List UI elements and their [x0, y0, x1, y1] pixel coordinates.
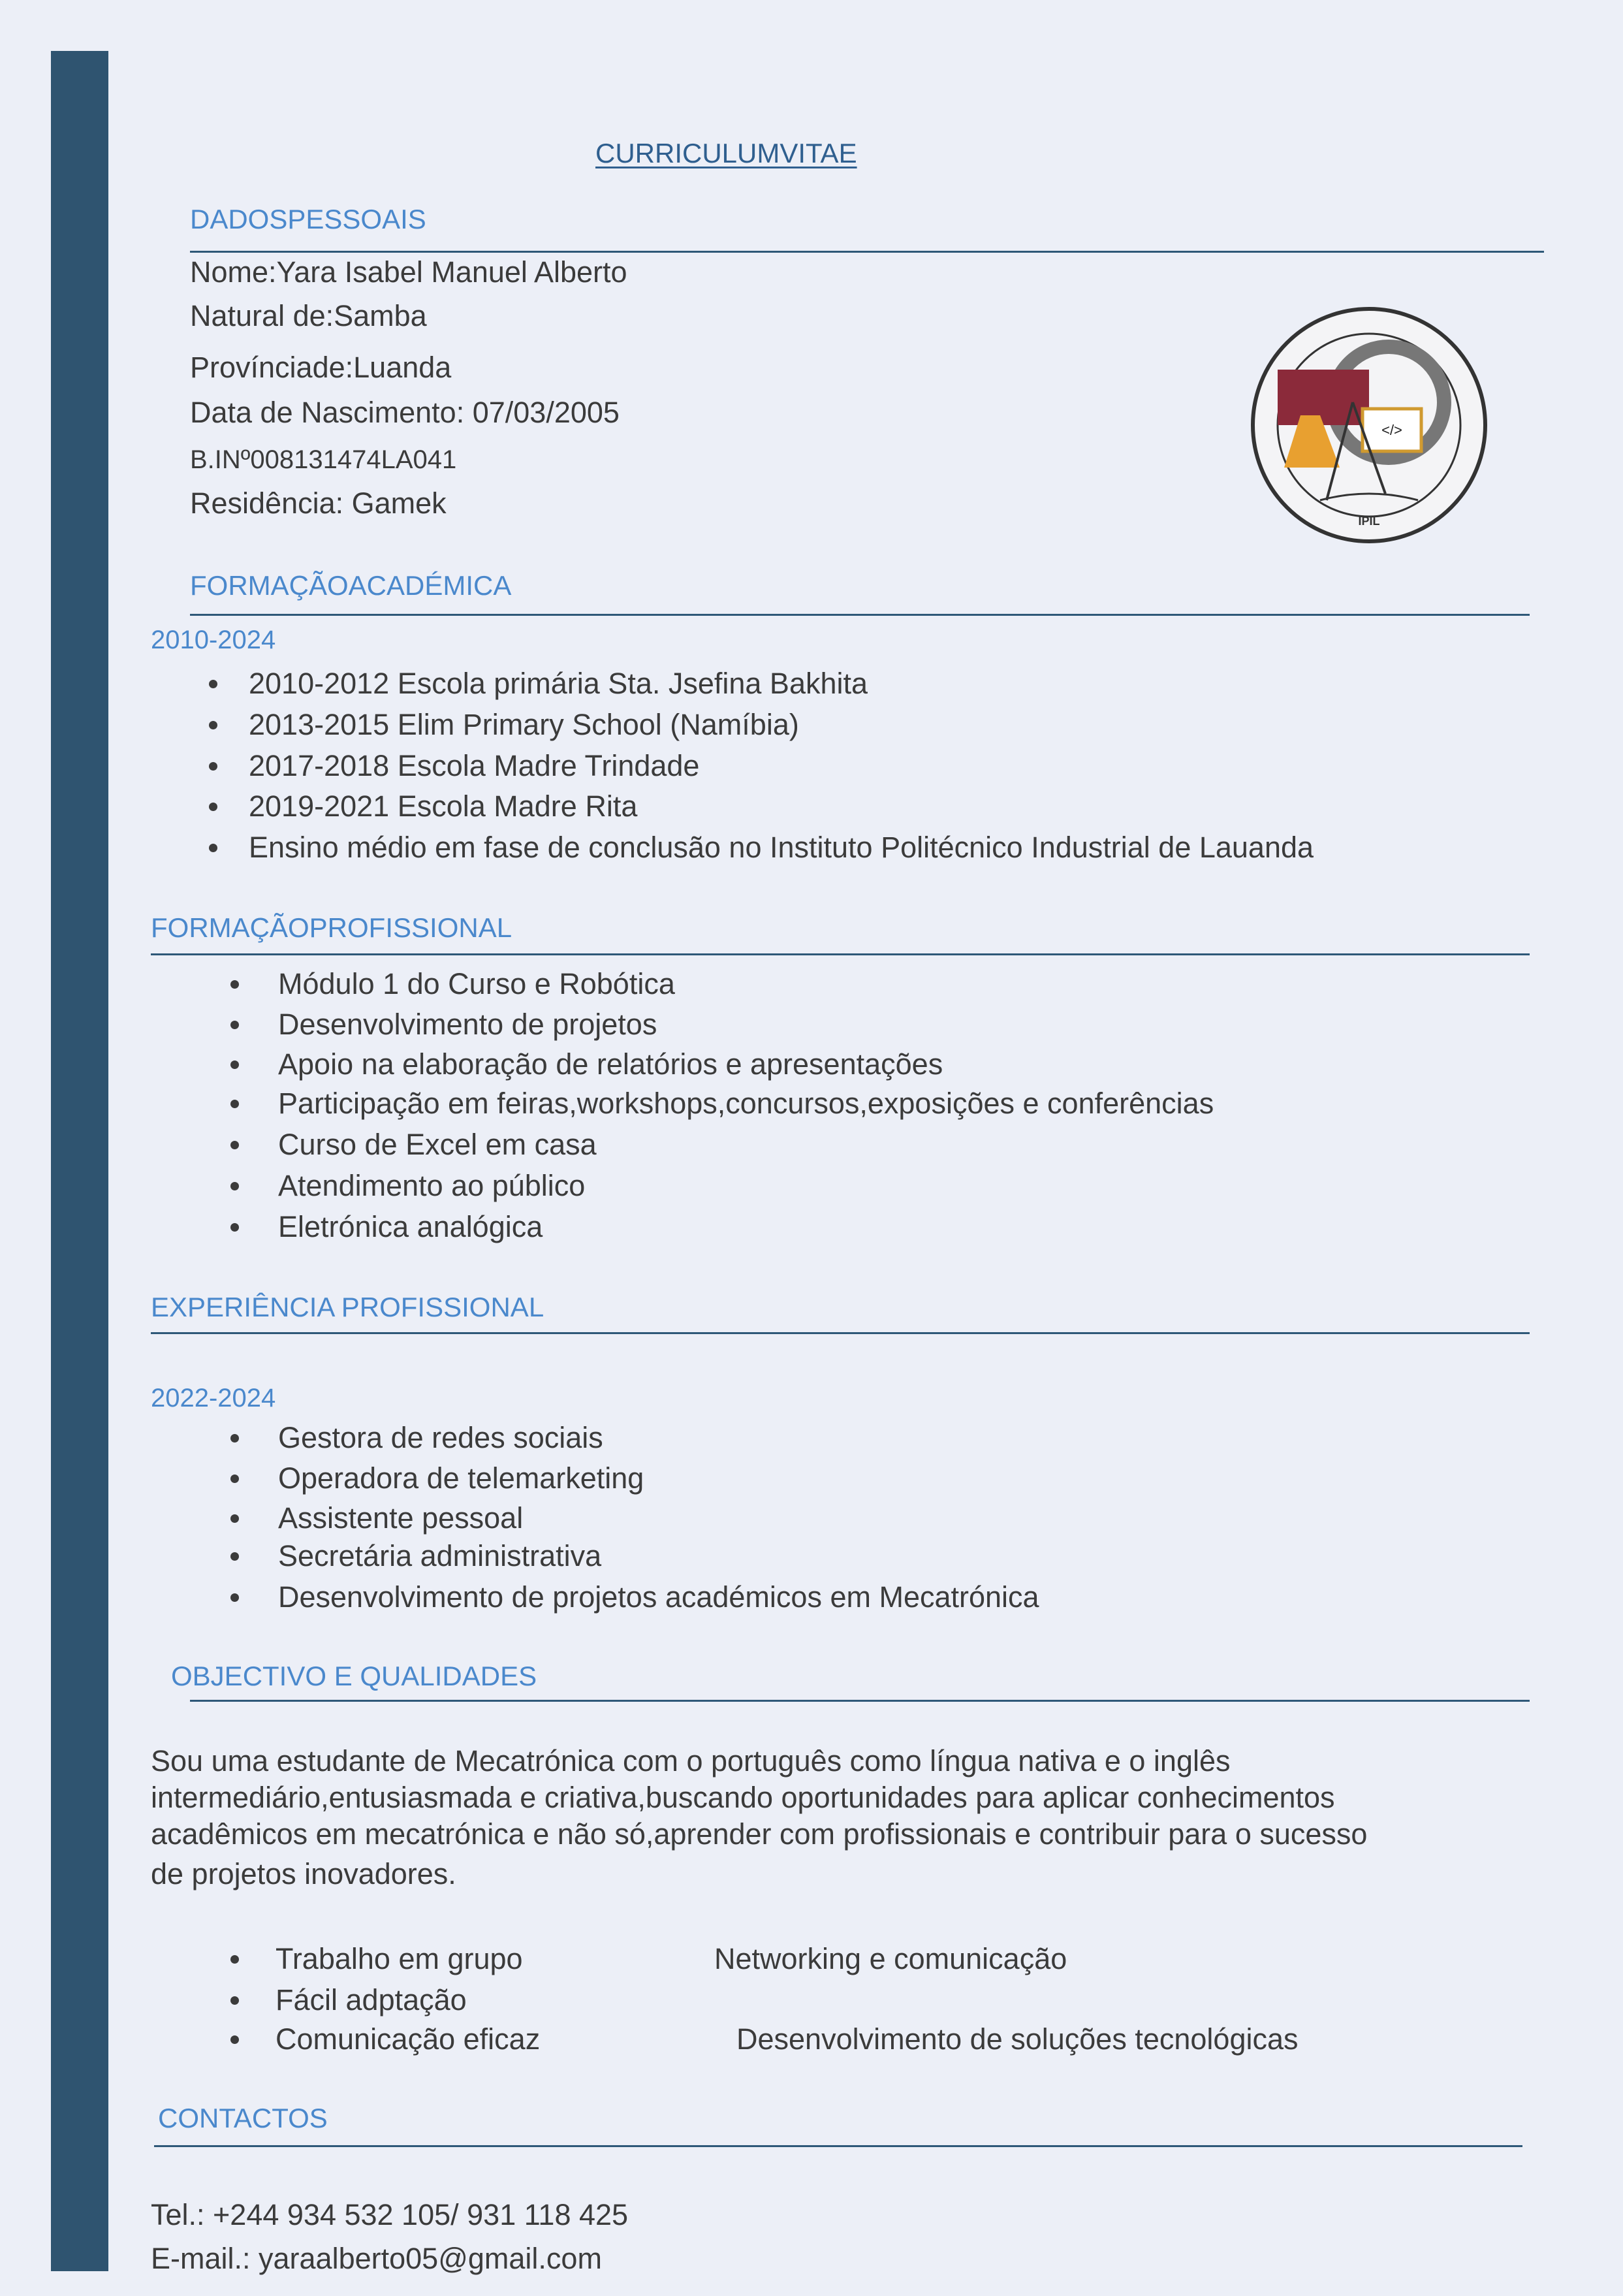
bullet-icon: [230, 1223, 239, 1232]
bullet-icon: [230, 980, 239, 989]
section-heading-objective: OBJECTIVO E QUALIDADES: [171, 1661, 537, 1691]
bullet-icon: [230, 1593, 239, 1602]
bullet-icon: [230, 1552, 239, 1561]
list-item: 2013-2015 Elim Primary School (Namíbia): [249, 708, 799, 741]
objective-paragraph-line: acadêmicos em mecatrónica e não só,aprender com profissionais e contribuir para o sucesso: [151, 1817, 1368, 1851]
bullet-icon: [209, 721, 217, 729]
list-item: Participação em feiras,workshops,concursos,exposições e conferências: [278, 1087, 1214, 1120]
list-item: Apoio na elaboração de relatórios e apresentações: [278, 1047, 943, 1081]
bullet-icon: [209, 803, 217, 811]
bullet-icon: [230, 1434, 239, 1443]
divider: [190, 251, 1544, 253]
personal-residence: Residência: Gamek: [190, 486, 447, 520]
personal-birthdate: Data de Nascimento: 07/03/2005: [190, 396, 620, 429]
quality-item: Fácil adptação: [276, 1983, 467, 2017]
objective-paragraph-line: intermediário,entusiasmada e criativa,buscando oportunidades para aplicar conhecimentos: [151, 1781, 1335, 1814]
bullet-icon: [230, 1141, 239, 1149]
list-item: 2010-2012 Escola primária Sta. Jsefina Bakhita: [249, 667, 868, 700]
quality-item: Desenvolvimento de soluções tecnológicas: [736, 2022, 1299, 2056]
list-item: Desenvolvimento de projetos: [278, 1008, 657, 1041]
divider: [154, 2145, 1522, 2147]
school-logo: [1248, 304, 1490, 546]
bullet-icon: [230, 1514, 239, 1523]
personal-name: Nome:Yara Isabel Manuel Alberto: [190, 255, 627, 289]
document-title: CURRICULUMVITAE: [595, 138, 857, 168]
objective-paragraph-line: de projetos inovadores.: [151, 1857, 456, 1890]
svg-text:IPIL: IPIL: [1358, 515, 1380, 528]
contact-email: E-mail.: yaraalberto05@gmail.com: [151, 2242, 602, 2275]
divider: [151, 1332, 1530, 1334]
experience-period: 2022-2024: [151, 1384, 276, 1412]
list-item: Ensino médio em fase de conclusão no Instituto Politécnico Industrial de Lauanda: [249, 831, 1314, 864]
list-item: Eletrónica analógica: [278, 1210, 543, 1243]
sidebar-bar: [51, 51, 108, 2271]
personal-birthplace: Natural de:Samba: [190, 299, 427, 332]
personal-province: Provínciade:Luanda: [190, 351, 452, 384]
section-heading-personal: DADOSPESSOAIS: [190, 204, 426, 234]
bullet-icon: [230, 1060, 239, 1069]
section-heading-contacts: CONTACTOS: [158, 2103, 328, 2133]
divider: [190, 614, 1530, 616]
list-item: Operadora de telemarketing: [278, 1461, 644, 1495]
list-item: 2019-2021 Escola Madre Rita: [249, 789, 638, 823]
section-heading-training: FORMAÇÃOPROFISSIONAL: [151, 912, 512, 943]
personal-id-number: B.INº008131474LA041: [190, 445, 457, 474]
divider: [190, 1700, 1530, 1702]
divider: [151, 953, 1530, 955]
bullet-icon: [230, 1475, 239, 1483]
list-item: Assistente pessoal: [278, 1501, 524, 1535]
bullet-icon: [230, 2035, 239, 2044]
bullet-icon: [230, 1996, 239, 2005]
list-item: Atendimento ao público: [278, 1169, 586, 1202]
quality-item: Trabalho em grupo: [276, 1942, 523, 1975]
list-item: Secretária administrativa: [278, 1539, 602, 1572]
quality-item: Networking e comunicação: [714, 1942, 1067, 1975]
list-item: Gestora de redes sociais: [278, 1421, 603, 1454]
objective-paragraph-line: Sou uma estudante de Mecatrónica com o português como língua nativa e o inglês: [151, 1744, 1231, 1778]
bullet-icon: [230, 1100, 239, 1108]
section-heading-academic: FORMAÇÃOACADÉMICA: [190, 570, 512, 601]
bullet-icon: [230, 1021, 239, 1029]
bullet-icon: [209, 844, 217, 852]
list-item: 2017-2018 Escola Madre Trindade: [249, 749, 700, 782]
section-heading-experience: EXPERIÊNCIA PROFISSIONAL: [151, 1292, 544, 1322]
academic-period: 2010-2024: [151, 626, 276, 654]
list-item: Desenvolvimento de projetos académicos em Mecatrónica: [278, 1580, 1039, 1614]
bullet-icon: [209, 762, 217, 771]
quality-item: Comunicação eficaz: [276, 2022, 541, 2056]
bullet-icon: [230, 1955, 239, 1964]
bullet-icon: [230, 1182, 239, 1190]
list-item: Curso de Excel em casa: [278, 1128, 597, 1161]
list-item: Módulo 1 do Curso e Robótica: [278, 967, 675, 1000]
contact-phone: Tel.: +244 934 532 105/ 931 118 425: [151, 2198, 629, 2231]
bullet-icon: [209, 680, 217, 688]
svg-text:</>: </>: [1381, 422, 1402, 438]
